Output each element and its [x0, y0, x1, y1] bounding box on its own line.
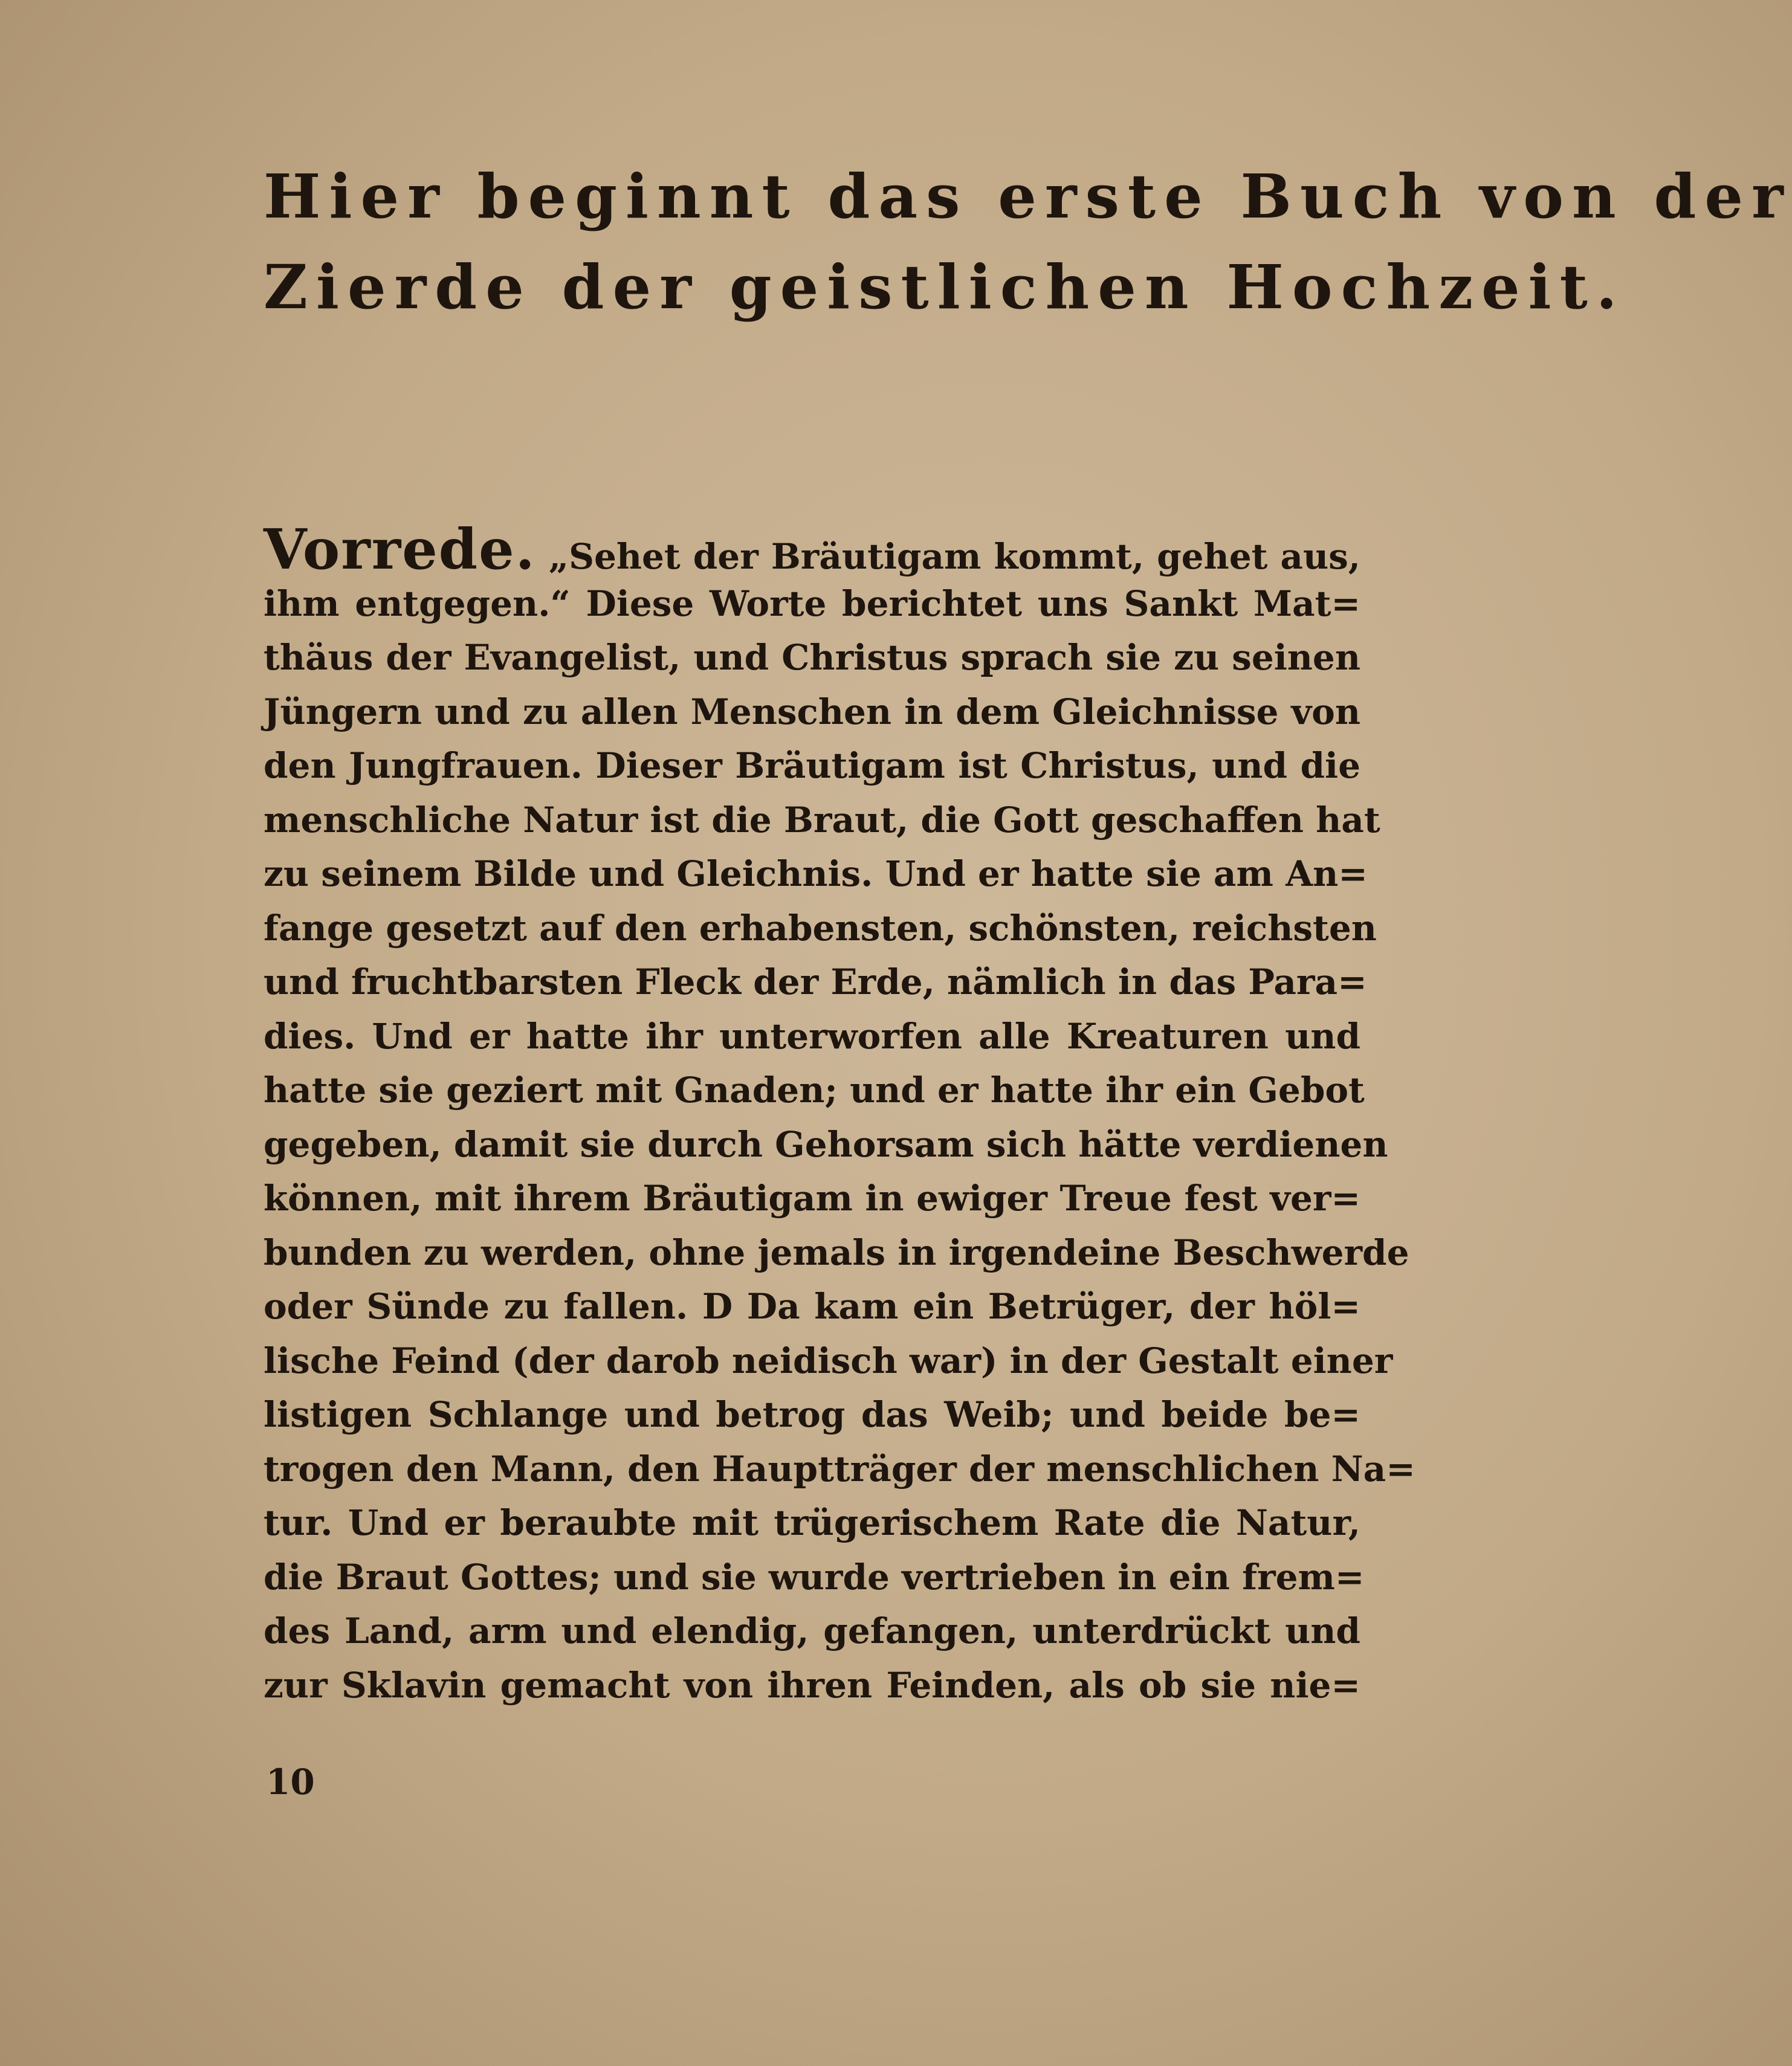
- text-line: oder Sünde zu fallen. D Da kam ein Betrüger, der höl=: [264, 1286, 1360, 1327]
- body-paragraph: [264, 517, 1415, 1713]
- heading-line-1: Hier beginnt das erste Buch von der: [264, 161, 1792, 232]
- text-line: thäus der Evangelist, und Christus sprach sie zu seinen: [264, 637, 1360, 678]
- text-line: lische Feind (der darob neidisch war) in der Gestalt einer: [264, 1340, 1393, 1381]
- chapter-heading: [264, 151, 1792, 332]
- text-line: trogen den Mann, den Hauptträger der menschlichen Na=: [264, 1448, 1415, 1490]
- text-line: Jüngern und zu allen Menschen in dem Gleichnisse von: [264, 691, 1360, 732]
- text-line: den Jungfrauen. Dieser Bräutigam ist Christus, und die: [264, 745, 1360, 786]
- heading-line-2: Zierde der geistlichen Hochzeit.: [264, 251, 1626, 323]
- page-number: 10: [266, 1761, 315, 1803]
- text-line: zur Sklavin gemacht von ihren Feinden, als ob sie nie=: [264, 1664, 1360, 1706]
- text-line: dies. Und er hatte ihr unterworfen alle Kreaturen und: [264, 1015, 1360, 1057]
- text-line: des Land, arm und elendig, gefangen, unterdrückt und: [264, 1610, 1360, 1651]
- text-line: gegeben, damit sie durch Gehorsam sich hätte verdienen: [264, 1123, 1388, 1165]
- text-line: menschliche Natur ist die Braut, die Gott geschaffen hat: [264, 799, 1380, 841]
- text-line: bunden zu werden, ohne jemals in irgendeine Beschwerde: [264, 1232, 1409, 1273]
- text-line: tur. Und er beraubte mit trügerischem Rate die Natur,: [264, 1502, 1360, 1543]
- lead-word: Vorrede.: [264, 517, 536, 582]
- text-line-1: [264, 517, 1360, 582]
- text-line: zu seinem Bilde und Gleichnis. Und er hatte sie am An=: [264, 853, 1368, 894]
- text-line: können, mit ihrem Bräutigam in ewiger Treue fest ver=: [264, 1178, 1360, 1219]
- text-line: fange gesetzt auf den erhabensten, schönsten, reichsten: [264, 907, 1377, 949]
- text-line: und fruchtbarsten Fleck der Erde, nämlich in das Para=: [264, 961, 1367, 1002]
- text-line: hatte sie geziert mit Gnaden; und er hatte ihr ein Gebot: [264, 1070, 1365, 1111]
- text-line: listigen Schlange und betrog das Weib; und beide be=: [264, 1394, 1360, 1435]
- text-line: ihm entgegen.“ Diese Worte berichtet uns Sankt Mat=: [264, 583, 1360, 624]
- text-line: die Braut Gottes; und sie wurde vertrieben in ein frem=: [264, 1556, 1365, 1598]
- first-line-text: „Sehet der Bräutigam kommt, gehet aus,: [548, 536, 1360, 577]
